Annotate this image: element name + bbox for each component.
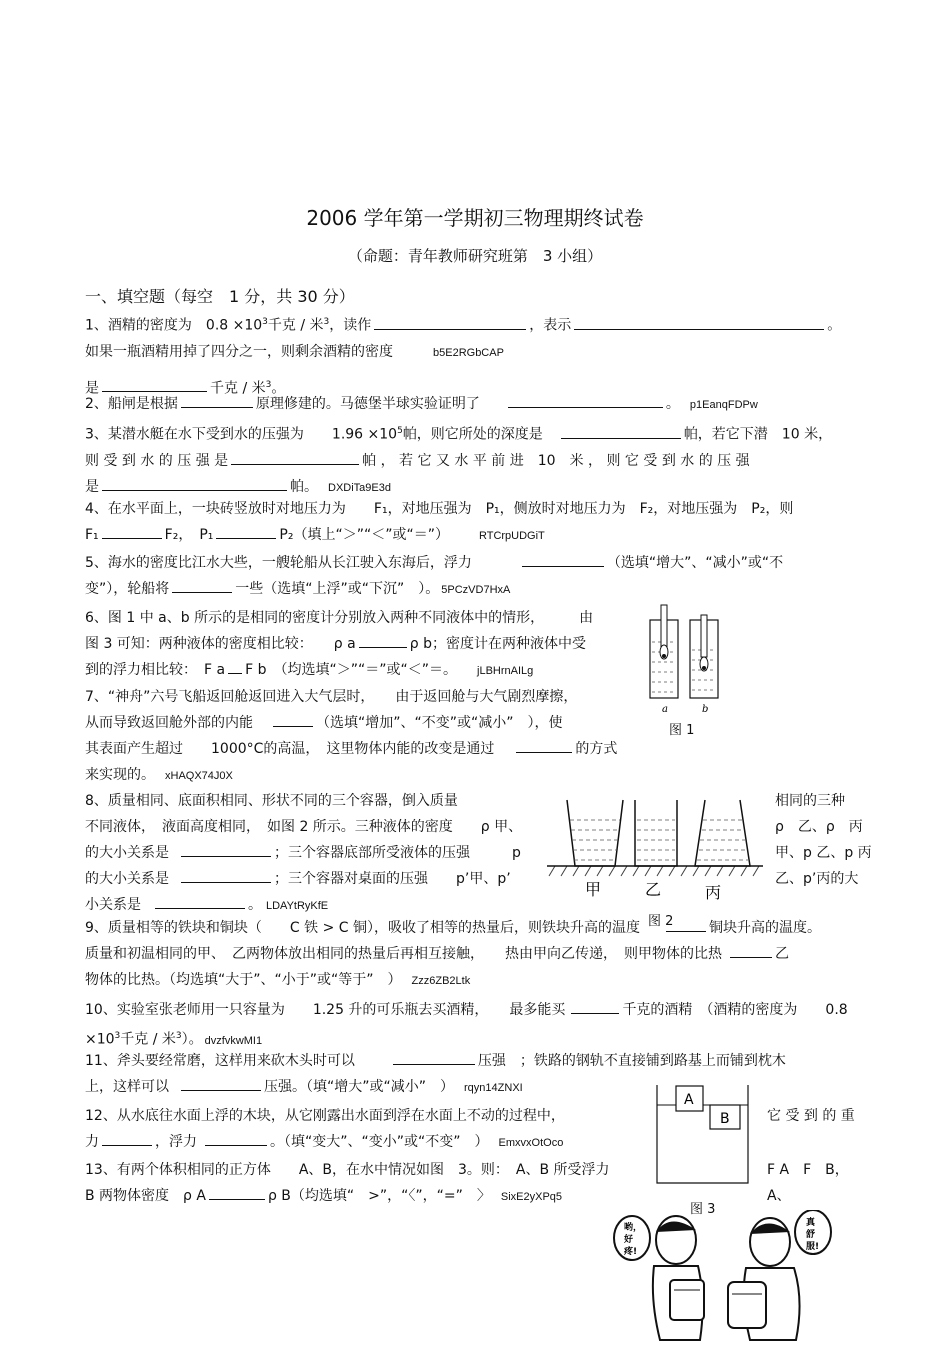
page-subtitle: （命题：青年教师研究班第 3 小组） <box>347 247 603 265</box>
answer-blank[interactable] <box>508 393 663 408</box>
svg-text:服!: 服! <box>806 1242 820 1252</box>
answer-blank[interactable] <box>273 712 313 727</box>
figure-1-caption: 图 1 <box>669 723 695 738</box>
answer-blank[interactable] <box>571 999 619 1014</box>
figure-1-label-b: b <box>702 704 709 715</box>
answer-blank[interactable] <box>205 1131 267 1146</box>
answer-blank[interactable] <box>216 524 276 539</box>
answer-blank[interactable] <box>181 842 271 857</box>
question-3: 3、某潜水艇在水下受到水的压强为 $1.96 \times 10^5$帕，则它所处的深度是 帕，若它下潜 10 米， 则 受 到 水 的 压 强 是 帕 ， 若 它 又 水 平 前 进 10 米 ， 则 它 受 到 水 的 压 强 是 帕。 DXDiTa9E3d <box>85 418 865 501</box>
question-11: 11、斧头要经常磨，这样用来砍木头时可以 压强 ；铁路的钢轨不直接铺到路基上而铺到枕木 上，这样可以 压强。（填“增大”或“减小” ） rqyn14ZNXI <box>85 1048 865 1101</box>
answer-blank[interactable] <box>209 1185 265 1200</box>
answer-blank[interactable] <box>102 1131 152 1146</box>
question-1: 1、酒精的密度为 $0.8 \times 10^3$千克 / 米$^3$，读作 ，表示 。 如果一瓶酒精用掉了四分之一，则剩余酒精的密度 b5E2RGbCAP 是 千克 / 米$^3$。 <box>85 309 865 401</box>
question-10: 10、实验室张老师用一只容量为 1.25 升的可乐瓶去买酒精， 最多能买 千克的酒精 （酒精的密度为 0.8 $\times 10^3$千克 / 米$^3$）。 dvzfvkwMI1 <box>85 997 875 1054</box>
answer-blank[interactable] <box>516 738 572 753</box>
answer-blank[interactable] <box>172 578 232 593</box>
figure-3-label-a: A <box>684 1092 694 1108</box>
page-title: 2006 学年第一学期初三物理期终试卷 <box>306 206 644 230</box>
question-8-right-column: 相同的三种 ρ 乙、ρ 丙 甲、p 乙、p 丙 乙、p’丙的大 <box>775 793 872 887</box>
figure-3-blocks-in-water <box>653 1083 753 1193</box>
question-9: 9、质量相等的铁块和铜块（ C 铁 > C 铜），吸收了相等的热量后，则铁块升高的温度 铜块升高的温度。 质量和初温相同的甲、 乙两物体放出相同的热量后再相互接触， 热由甲向乙传递， 则甲物体的比热 乙 物体的比热。（均选填“大于”、“小于”或“等于” ） Zzz6ZB2Ltk <box>85 915 875 994</box>
figure-2-caption: 图 2 <box>648 914 674 929</box>
answer-blank[interactable] <box>561 424 681 439</box>
figure-2-label-jia: 甲 <box>585 880 602 899</box>
figure-2-label-yi: 乙 <box>645 880 662 899</box>
answer-blank[interactable] <box>181 393 253 408</box>
svg-text:舒: 舒 <box>806 1230 816 1240</box>
question-12-right: 它 受 到 的 重 <box>767 1108 855 1124</box>
svg-text:哟，: 哟， <box>624 1223 643 1233</box>
question-13-right: F A F B，A、 <box>767 1162 849 1204</box>
answer-blank[interactable] <box>102 476 287 491</box>
svg-text:真: 真 <box>806 1218 816 1228</box>
question-8: 8、质量相同、底面积相同、形状不同的三个容器，倒入质量 不同液体， 液面高度相同， 如图 2 所示。三种液体的密度 ρ 甲、 的大小关系是 ；三个容器底部所受液体的压强 p 的大小关系是 ；三个容器对桌面的压强 p’甲、p’ 小关系是 。 LDAYtRyKfE <box>85 793 523 913</box>
figure-3-caption: 图 3 <box>690 1202 716 1217</box>
figure-2-label-bing: 丙 <box>705 883 722 902</box>
answer-blank[interactable] <box>393 1050 475 1065</box>
figure-1-label-a: a <box>662 704 668 715</box>
answer-blank[interactable] <box>102 524 162 539</box>
answer-blank[interactable] <box>181 868 271 883</box>
answer-blank[interactable] <box>231 450 359 465</box>
answer-blank[interactable] <box>181 1076 261 1091</box>
answer-blank[interactable] <box>522 552 604 567</box>
section-heading: 一、填空题（每空 1 分，共 30 分） <box>85 287 355 306</box>
question-2: 2、船闸是根据 原理修建的。马德堡半球实验证明了 。 p1EanqFDPw <box>85 391 865 418</box>
figure-3-label-b: B <box>720 1111 730 1127</box>
answer-blank[interactable] <box>666 917 706 932</box>
svg-text:疼!: 疼! <box>624 1247 638 1257</box>
figure-2-containers <box>545 798 765 903</box>
answer-blank[interactable] <box>730 943 772 958</box>
answer-blank[interactable] <box>359 633 407 648</box>
answer-blank[interactable] <box>374 315 526 330</box>
question-6: 6、图 1 中 a、b 所示的是相同的密度计分别放入两种不同液体中的情形， 由 图 3 可知：两种液体的密度相比较： ρ a ρ b；密度计在两种液体中受 到的浮力相比较： F a F b （均选填“＞”“＝”或“＜”＝。 jLBHrnAILg <box>85 610 594 678</box>
answer-blank[interactable] <box>574 315 824 330</box>
answer-blank[interactable] <box>155 894 245 909</box>
question-5: 5、海水的密度比江水大些，一艘轮船从长江驶入东海后，浮力 （选填“增大”、“减小”或“不 变”），轮船将 一些（选填“上浮”或“下沉” ）。 5PCzVD7HxA <box>85 550 865 603</box>
answer-blank[interactable] <box>228 659 242 674</box>
question-4: 4、在水平面上，一块砖竖放时对地压力为 F₁，对地压强为 P₁，侧放时对地压力为 F₂，对地压强为 P₂，则 F₁ F₂， P₁ P₂（填上“＞”“＜”或“＝”） RTCrpUDGiT <box>85 501 794 543</box>
cartoon-illustration <box>610 1210 840 1345</box>
question-12: 12、从水底往水面上浮的木块，从它刚露出水面到浮在水面上不动的过程中， 力 ，浮力 。（填“变大”、“变小”或“不变” ） EmxvxOtOco <box>85 1108 565 1150</box>
question-13: 13、有两个体积相同的正方体 A、B，在水中情况如图 3。则： A、B 所受浮力 B 两物体密度 ρ A ρ B（均选填“ >”，“〈”，“=” 〉 SixE2yXPq5 <box>85 1162 610 1204</box>
question-7: 7、“神舟”六号飞船返回舱返回进入大气层时， 由于返回舱与大气剧烈摩擦， 从而导致返回舱外部的内能 （选填“增加”、“不变”或“减小” ），使 其表面产生超过 1000°C的高温， 这里物体内能的改变是通过 的方式 来实现的。 xHAQX74J0X <box>85 689 618 783</box>
svg-text:好: 好 <box>624 1235 634 1245</box>
